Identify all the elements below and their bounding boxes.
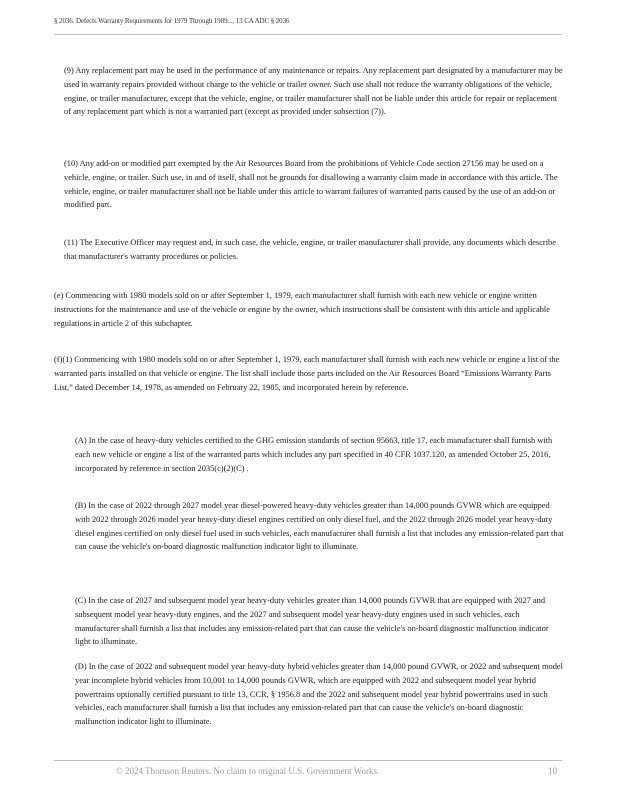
paragraph-f1: (f)(1) Commencing with 1980 models sold on or after September 1, 1979, each manufacturer shall furnish with each new vehicle or engine a list of the warranted parts installed on that vehicle or engine. The list shall include those parts included on the Air Resources Board “Emissions Warranty Parts List,” dated December 14, 1978, as amended on February 22, 1985, and incorporated herein by reference. — [54, 355, 560, 392]
paragraph-f1-B: (B) In the case of 2022 through 2027 model year diesel-powered heavy-duty vehicles greater than 14,000 pounds GVWR which are equipped with 2022 through 2026 model year heavy-duty diesel engines certified on only diesel fuel, and the 2022 through 2026 model year heavy-duty diesel engines certified on only diesel fuel used in such vehicles, each manufacturer shall furnish a list that includes any emission-related part that can cause the vehicle's on-board diagnostic malfunction indicator light to illuminate. — [75, 501, 564, 552]
paragraph-11: (11) The Executive Officer may request and, in such case, the vehicle, engine, or trailer manufacturer shall provide, any documents which describe that manufacturer's warranty procedures or policies. — [64, 238, 556, 261]
paragraph-10: (10) Any add-on or modified part exempted by the Air Resources Board from the prohibitions of Vehicle Code section 27156 may be used on a vehicle, engine, or trailer. Such use, in and of itself, shall not be grounds for disallowing a warranty claim made in accordance with this article. The vehicle, engine, or trailer manufacturer shall not be liable under this article to warrant failures of warranted parts caused by the use of an add-on or modified part. — [64, 159, 558, 210]
footer-copyright: © 2024 Thomson Reuters. No claim to original U.S. Government Works. — [116, 766, 380, 776]
paragraph-f1-D: (D) In the case of 2022 and subsequent model year heavy-duty hybrid vehicles greater than 14,000 pound GVWR, or 2022 and subsequent model year incomplete hybrid vehicles from 10,001 to 14,000 pounds GVWR, which are equipped with 2022 and subsequent model year hybrid powertrains optionally certified pursuant to title 13, CCR, § 1956.8 and the 2022 and subsequent model year hybrid powertrains used in such vehicles, each manufacturer shall furnish a list that includes any emission-related part that can cause the vehicle's on-board diagnostic malfunction indicator light to illuminate. — [75, 662, 563, 727]
header-divider — [54, 34, 562, 35]
paragraph-9: (9) Any replacement part may be used in the performance of any maintenance or repairs. Any replacement part designated by a manufacturer may be used in warranty repairs provided without charge to the vehicle or trailer owner. Such use shall not reduce the warranty obligations of the vehicle, engine, or trailer manufacturer, except that the vehicle, engine, or trailer manufacturer shall not be liable under this article for repair or replacement of any replacement part which is not a warranted part (except as provided under subsection (7)). — [64, 66, 563, 117]
paragraph-f1-C: (C) In the case of 2027 and subsequent model year heavy-duty vehicles greater than 14,000 pounds GVWR that are equipped with 2027 and subsequent model year heavy-duty engines, and the 2027 and subsequent model year heavy-duty engines used in such vehicles, each manufacturer shall furnish a list that includes any emission-related part that can cause the vehicle's on-board diagnostic malfunction indicator light to illuminate. — [75, 596, 549, 647]
paragraph-e: (e) Commencing with 1980 models sold on or after September 1, 1979, each manufacturer shall furnish with each new vehicle or engine written instructions for the maintenance and use of the vehicle or engine by the owner, which instructions shall be consistent with this article and applicable regulations in article 2 of this subchapter. — [54, 291, 550, 328]
paragraph-f1-A: (A) In the case of heavy-duty vehicles certified to the GHG emission standards of section 95663, title 17, each manufacturer shall furnish with each new vehicle or engine a list of the warranted parts which includes any part specified in 40 CFR 1037.120, as amended October 25, 2016, incorporated by reference in section 2035(c)(2)(C) . — [75, 436, 553, 473]
running-header: § 2036. Defects Warranty Requirements for 1979 Through 1989..., 13 CA ADC § 2036 — [54, 17, 290, 25]
footer-divider — [54, 760, 562, 761]
page-number: 10 — [548, 766, 557, 776]
